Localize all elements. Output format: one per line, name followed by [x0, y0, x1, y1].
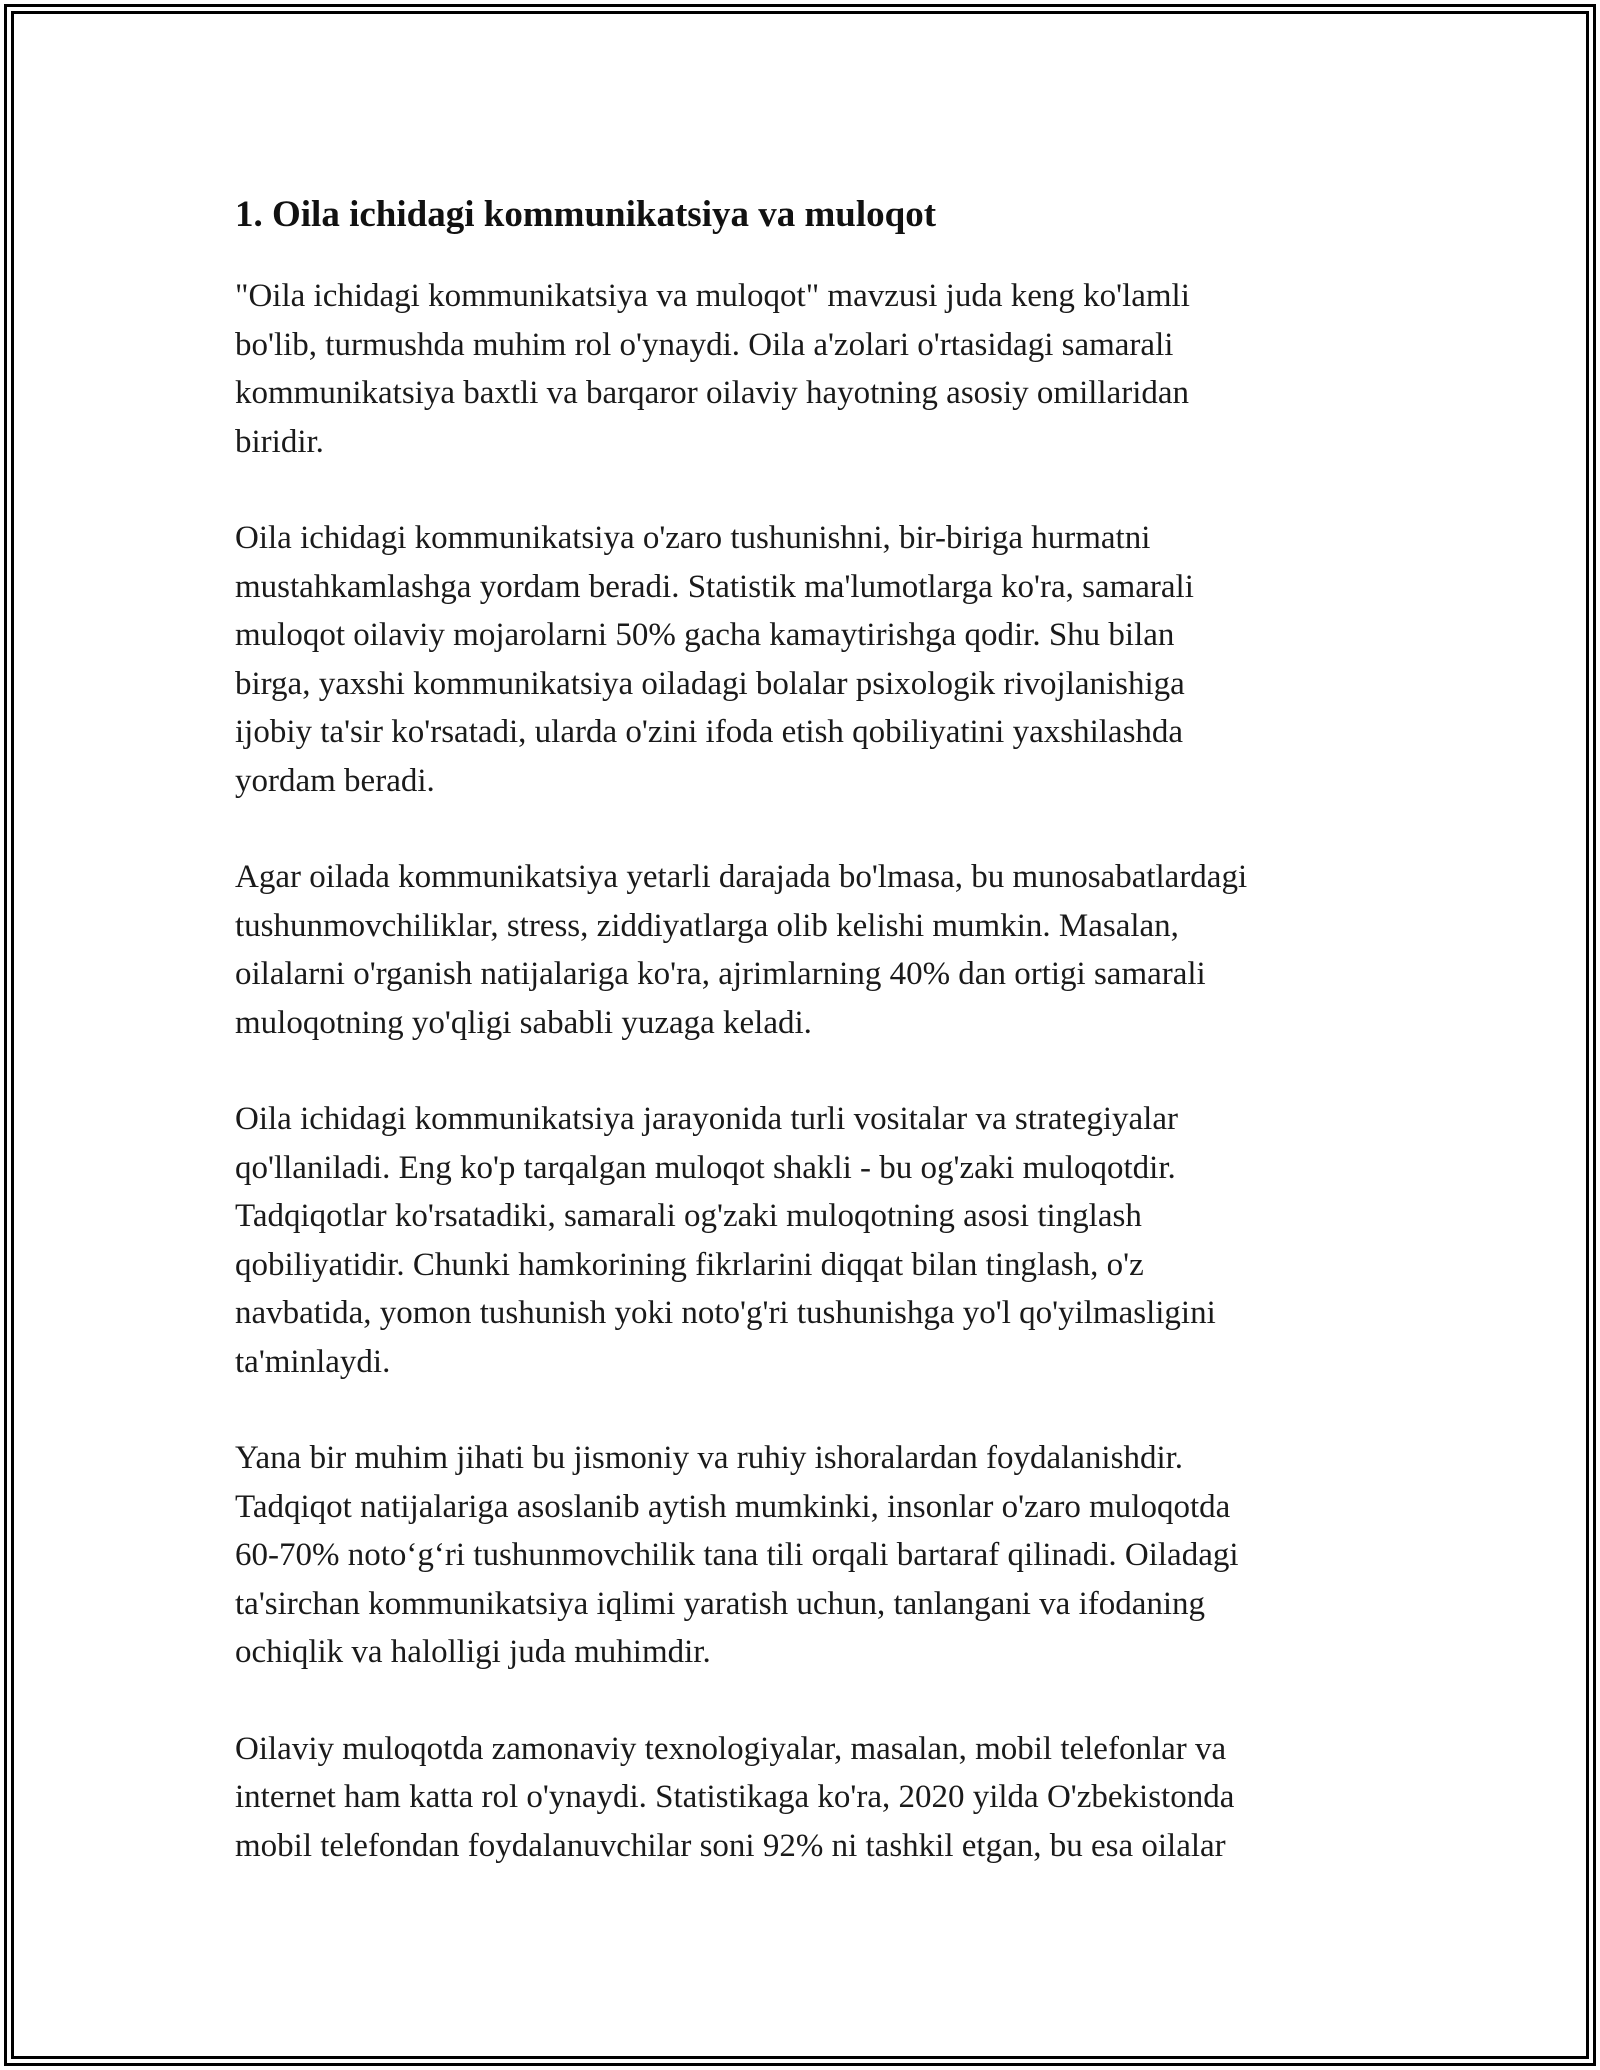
paragraph-consequences: Agar oilada kommunikatsiya yetarli darajada bo'lmasa, bu munosabatlardagi tushunmovchiliklar, stress, ziddiyatlarga olib kelishi mumkin. Masalan, oilalarni o'rganish natijalariga ko'ra, ajrimlarning 40% dan ortigi samarali muloqotning yo'qligi sababli yuzaga keladi.	[235, 859, 1248, 1041]
paragraph-mutual-understanding: Oila ichidagi kommunikatsiya o'zaro tushunishni, bir-biriga hurmatni mustahkamlashga yordam beradi. Statistik ma'lumotlarga ko'ra, samarali muloqot oilaviy mojarolarni 50% gacha kamaytirishga qodir. Shu bilan birga, yaxshi kommunikatsiya oiladagi bolalar psixologik rivojlanishiga ijobiy ta'sir ko'rsatadi, ularda o'zini ifoda etish qobiliyatini yaxshilashda yordam beradi.	[235, 520, 1194, 799]
section-heading: 1. Oila ichidagi kommunikatsiya va muloqot	[235, 194, 937, 235]
paragraph-body-language: Yana bir muhim jihati bu jismoniy va ruhiy ishoralardan foydalanishdir. Tadqiqot natijalariga asoslanib aytish mumkinki, insonlar o'zaro muloqotda 60-70% noto‘g‘ri tushunmovchilik tana tili orqali bartaraf qilinadi. Oiladagi ta'sirchan kommunikatsiya iqlimi yaratish uchun, tanlangani va ifodaning ochiqlik va halolligi juda muhimdir.	[235, 1440, 1239, 1670]
paragraph-verbal-communication: Oila ichidagi kommunikatsiya jarayonida turli vositalar va strategiyalar qo'llaniladi. Eng ko'p tarqalgan muloqot shakli - bu og'zaki muloqotdir. Tadqiqotlar ko'rsatadiki, samarali og'zaki muloqotning asosi tinglash qobiliyatidir. Chunki hamkorining fikrlarini diqqat bilan tinglash, o'z navbatida, yomon tushunish yoki noto'g'ri tushunishga yo'l qo'yilmasligini ta'minlaydi.	[235, 1101, 1216, 1380]
paragraph-technology: Oilaviy muloqotda zamonaviy texnologiyalar, masalan, mobil telefonlar va internet ham katta rol o'ynaydi. Statistikaga ko'ra, 2020 yilda O'zbekistonda mobil telefondan foydalanuvchilar soni 92% ni tashkil etgan, bu esa oilalar	[235, 1730, 1235, 1864]
document-body	[235, 188, 1415, 1918]
paragraph-intro: "Oila ichidagi kommunikatsiya va muloqot" mavzusi juda keng ko'lamli bo'lib, turmushda muhim rol o'ynaydi. Oila a'zolari o'rtasidagi samarali kommunikatsiya baxtli va barqaror oilaviy hayotning asosiy omillaridan biridir.	[235, 278, 1190, 460]
